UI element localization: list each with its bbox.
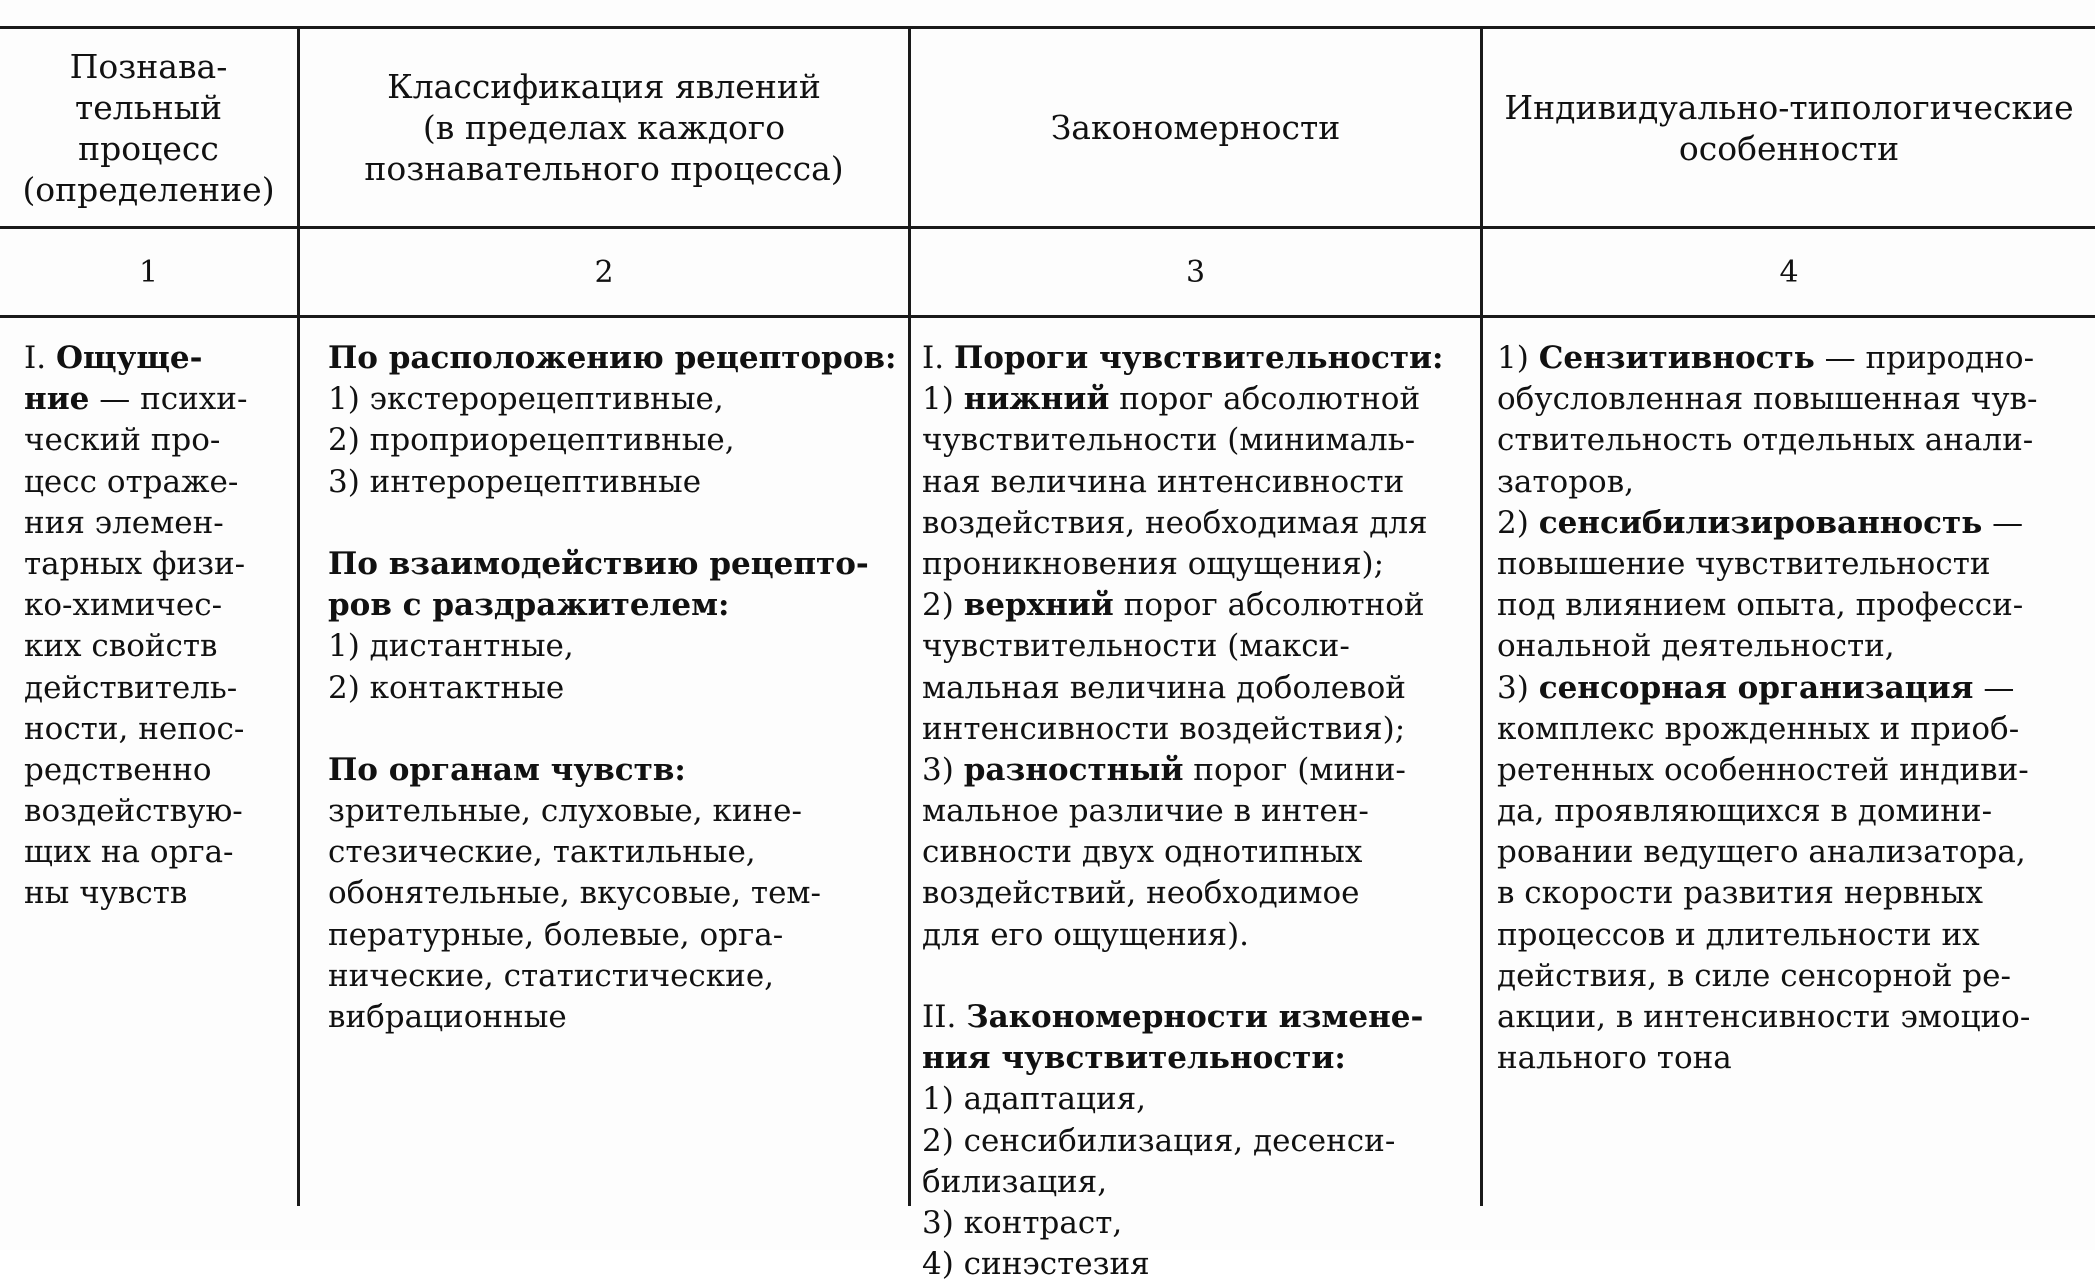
header-regularities: Закономерности [1050, 108, 1341, 147]
text-line: акции, в интенсивности эмоцио- [1497, 999, 2031, 1035]
section-heading: ров с раздражителем: [328, 587, 730, 624]
text-line: чувствительности (макси- [922, 628, 1350, 665]
header-cognitive-process: Познава- тельный процесс (определение) [22, 46, 275, 209]
section-heading: По расположению рецепторов: [328, 340, 897, 376]
number-row-bottom-rule [0, 315, 2095, 318]
spacer [328, 709, 906, 750]
spacer [328, 503, 906, 544]
text-line: ности, непос- [24, 710, 245, 747]
text-line: ровании ведущего анализатора, [1497, 834, 2026, 871]
text-line: ние — психи- [24, 381, 248, 418]
cell-classification [328, 338, 906, 1038]
text-line: тарных физи- [24, 545, 246, 582]
section-heading: По органам чувств: [328, 751, 686, 788]
text-line: процессов и длительности их [1497, 916, 1980, 953]
cell-regularities [922, 338, 1478, 1285]
text-line: да, проявляющихся в домини- [1497, 793, 1993, 830]
list-item: 2) сенсибилизация, десенси- [922, 1122, 1396, 1159]
text-line: обусловленная повышенная чув- [1497, 381, 2038, 418]
text-line: чувствительности (минималь- [922, 422, 1416, 459]
text-line: 2) сенсибилизированность — [1497, 504, 2024, 541]
text-line: ретенных особенностей индиви- [1497, 751, 2029, 788]
text-line: 2) верхний порог абсолютной [922, 587, 1425, 624]
text-line: ния элемен- [24, 504, 224, 541]
text-line: пературные, болевые, орга- [328, 916, 784, 953]
text-line: 3) сенсорная организация — [1497, 669, 2015, 706]
text-line: ствительность отдельных анали- [1497, 422, 2034, 459]
text-line: зрительные, слуховые, кине- [328, 793, 803, 830]
text-line: нические, статистические, [328, 957, 775, 994]
text-line: воздействия, необходимая для [922, 504, 1428, 541]
text-line: ны чувств [24, 875, 188, 912]
text-line: комплекс врожденных и приоб- [1497, 710, 2020, 747]
text-line: мальная величина доболевой [922, 669, 1406, 706]
text-line: стезические, тактильные, [328, 834, 756, 871]
section-heading: I. Пороги чувствительности: [922, 340, 1444, 376]
spacer [922, 956, 1478, 997]
text-line: заторов, [1497, 463, 1635, 500]
text-line: воздействий, необходимое [922, 875, 1360, 912]
text-line: редственно [24, 751, 212, 788]
column-number-2: 2 [594, 254, 614, 290]
text-line: для его ощущения). [922, 916, 1250, 953]
text-line: 1) Сензитивность — природно- [1497, 340, 2035, 376]
section-heading: По взаимодействию рецепто- [328, 545, 869, 582]
header-individual-features: Индивидуально-типологические особенности [1504, 87, 2074, 168]
section-heading: II. Закономерности измене- [922, 999, 1424, 1035]
column-number-1: 1 [138, 254, 159, 290]
header-classification: Классификация явлений (в пределах каждого познавательного процесса) [364, 67, 844, 188]
text-line: I. Ощуще- [24, 340, 203, 376]
list-item: 1) экстерорецептивные, [328, 381, 724, 418]
list-item: 4) синэстезия [922, 1246, 1150, 1283]
cell-individual-features [1497, 338, 2093, 1079]
text-line: действитель- [24, 669, 238, 706]
text-line: интенсивности воздействия); [922, 710, 1406, 747]
list-item: 2) проприорецептивные, [328, 422, 735, 459]
column-number-4: 4 [1779, 254, 1799, 290]
list-item: 1) адаптация, [922, 1081, 1147, 1118]
text-line: обонятельные, вкусовые, тем- [328, 875, 822, 912]
text-line: ких свойств [24, 628, 218, 665]
text-line: под влиянием опыта, професси- [1497, 587, 2024, 624]
text-line: воздействую- [24, 793, 243, 830]
list-item: билизация, [922, 1163, 1108, 1200]
list-item: 3) контраст, [922, 1204, 1123, 1241]
column-number-3: 3 [1185, 254, 1206, 290]
text-line: ональной деятельности, [1497, 628, 1895, 665]
text-line: щих на орга- [24, 834, 234, 871]
text-line: нального тона [1497, 1040, 1732, 1077]
text-line: ческий про- [24, 422, 221, 459]
text-line: вибрационные [328, 999, 567, 1035]
text-line: мальное различие в интен- [922, 793, 1369, 830]
text-line: ко-химичес- [24, 587, 223, 624]
list-item: 3) интерорецептивные [328, 463, 702, 500]
text-line: 3) разностный порог (мини- [922, 751, 1406, 788]
text-line: цесс отраже- [24, 463, 239, 500]
list-item: 1) дистантные, [328, 628, 574, 665]
text-line: ная величина интенсивности [922, 463, 1405, 500]
text-line: сивности двух однотипных [922, 834, 1363, 871]
text-line: проникновения ощущения); [922, 545, 1385, 582]
text-line: 1) нижний порог абсолютной [922, 381, 1421, 418]
cell-definition [24, 338, 294, 915]
text-line: повышение чувствительности [1497, 545, 1991, 582]
text-line: в скорости развития нервных [1497, 875, 1983, 912]
text-line: действия, в силе сенсорной ре- [1497, 957, 2011, 994]
list-item: 2) контактные [328, 669, 565, 706]
section-heading: ния чувствительности: [922, 1040, 1346, 1077]
